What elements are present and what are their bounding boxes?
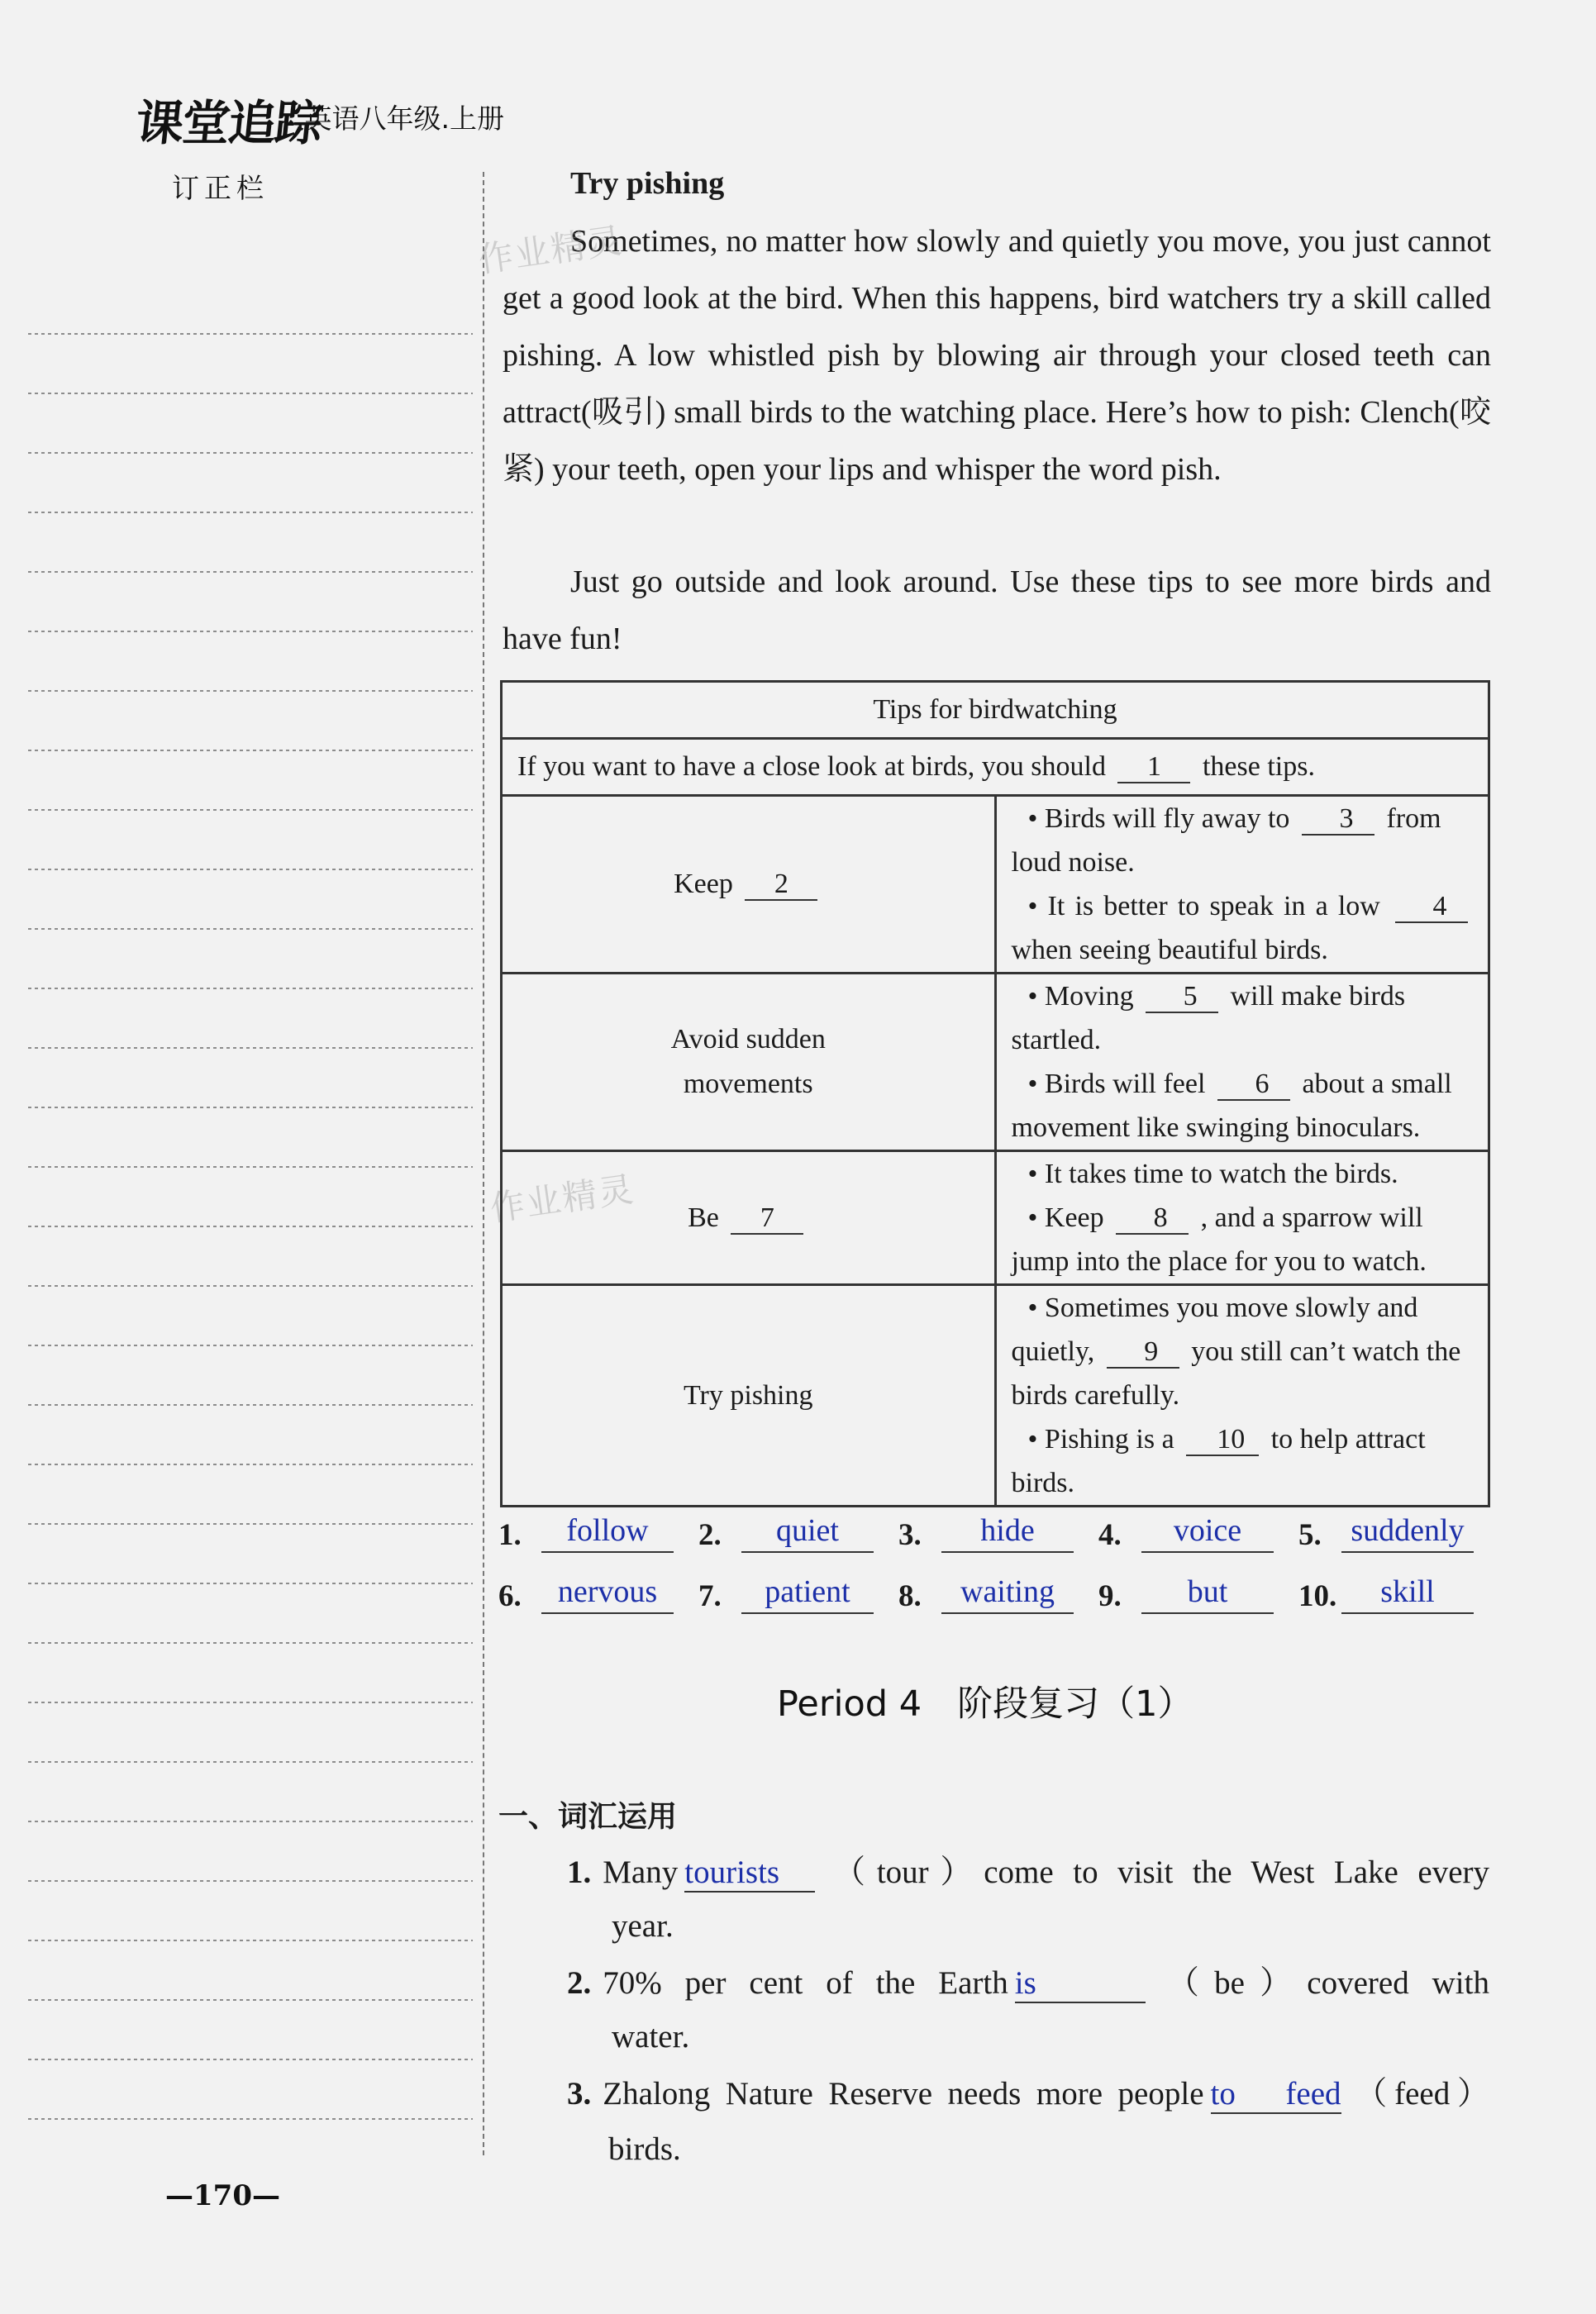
row-content [995,796,1489,974]
blank-2: 2 [745,869,817,901]
question-number: 3. [567,2076,592,2112]
question-text: （be）covered with [1151,1965,1489,2001]
row-label: Try pishing [502,1285,996,1507]
tip-text: • Pishing is a [1027,1424,1174,1455]
answer-word: follow [541,1510,674,1553]
tip-text: • Birds will fly away to [1027,803,1290,834]
label-text: Avoid sudden [670,1024,826,1055]
tip-bullet: • It takes time to watch the birds. [1027,1159,1398,1189]
row-content [995,1285,1489,1507]
answer-item [1098,1558,1298,1614]
answer-item [698,1558,898,1614]
tip-text: • Moving [1027,981,1134,1012]
blank-1: 1 [1117,752,1190,783]
answer-item [698,1497,898,1553]
answer-word: waiting [941,1571,1074,1614]
answer-word: nervous [541,1571,674,1614]
answer-item [898,1497,1098,1553]
tip-text: • Sometimes you move slowly and quietly, [1011,1293,1418,1367]
tip-text: to help attract birds. [1011,1424,1426,1498]
blank-10: 10 [1186,1425,1259,1456]
tip-bullet [1012,1062,1474,1150]
answer-item [498,1497,698,1553]
reading-paragraph-2: Just go outside and look around. Use these tips to see more birds and have fun! [503,564,1491,656]
answer-number: 10. [1298,1579,1337,1613]
answer-word: suddenly [1341,1510,1474,1553]
intro-text: If you want to have a close look at birds, you should [517,750,1106,782]
answer-word: but [1141,1571,1274,1614]
question-text: 70% per cent of the Earth [603,1965,1008,2001]
table-row [502,974,1489,1151]
answer-number: 6. [498,1579,522,1613]
question-3 [567,2066,1489,2122]
tip-text: when seeing beautiful birds. [1011,935,1328,965]
watermark: 作业精灵 [475,219,626,280]
tip-text: you still can’t watch the birds carefully. [1011,1336,1461,1411]
row-label [502,796,996,974]
table-header: Tips for birdwatching [502,682,1489,739]
row-label [502,1151,996,1285]
brand-logo: 课堂追踪 [132,95,325,151]
tip-bullet [1012,974,1474,1062]
question-continuation: birds. [608,2131,681,2167]
question-number: 1. [567,1855,592,1890]
answer-item [898,1558,1098,1614]
tip-text: • It is better to speak in a low [1027,891,1380,921]
question-text: Many [603,1855,679,1890]
table-intro [502,739,1489,796]
answer-word: quiet [741,1510,874,1553]
table-intro-row [502,739,1489,796]
row-content [995,974,1489,1151]
answer-blank: tourists [684,1855,815,1893]
answer-grid [498,1497,1498,1614]
correction-lines [28,275,473,2176]
answer-number: 9. [1098,1579,1122,1613]
answer-word: patient [741,1571,874,1614]
table-row [502,796,1489,974]
answer-blank: to feed [1211,2076,1341,2114]
intro-text: these tips. [1202,750,1315,782]
question-number: 2. [567,1965,592,2001]
table-row [502,1151,1489,1285]
answer-word: voice [1141,1510,1274,1553]
tips-table [500,680,1490,1507]
tip-bullet [1012,797,1474,884]
tip-bullet [1012,1417,1474,1505]
blank-7: 7 [731,1203,803,1235]
answer-number: 2. [698,1518,722,1552]
row-content [995,1151,1489,1285]
tip-text: from loud noise. [1011,803,1441,878]
blank-6: 6 [1217,1069,1290,1101]
answer-number: 1. [498,1518,522,1552]
answer-blank: is [1015,1965,1146,2003]
answer-number: 4. [1098,1518,1122,1552]
label-text: Be [688,1202,719,1233]
answer-item [1298,1497,1498,1553]
column-divider [483,172,484,2155]
period-heading: Period 4 阶段复习（1） [777,1683,1193,1725]
answer-word: skill [1341,1571,1474,1614]
tip-text: , and a sparrow will jump into the place for you to watch. [1011,1202,1427,1277]
tip-text: • Birds will feel [1027,1069,1206,1099]
question-continuation: water. [612,2019,690,2055]
watermark: 作业精灵 [487,1168,637,1229]
page-number: —170— [165,2179,280,2212]
reading-section-title: Try pishing [570,166,725,201]
blank-3: 3 [1302,804,1374,836]
question-1 [567,1845,1489,1901]
label-text: Keep [674,869,733,899]
section-heading: 一、词汇运用 [498,1800,678,1834]
row-label [502,974,996,1151]
blank-4: 4 [1395,892,1468,923]
blank-8: 8 [1116,1203,1189,1235]
tip-bullet [1012,884,1474,972]
reading-paragraph-1: Sometimes, no matter how slowly and quietly you move, you just cannot get a good look at the bird. When this happens, bird watchers try a skill called pishing. A low whistled pish by blowing air through your closed teeth can attract(吸引) small birds to the watching place. Here’s how to pish: Clench(咬紧) your teeth, open your lips and whisper the word pish. [503,224,1491,487]
answer-number: 7. [698,1579,722,1613]
answer-number: 3. [898,1518,922,1552]
question-continuation: year. [612,1908,674,1944]
tip-text: • Keep [1027,1202,1104,1233]
answer-item [498,1558,698,1614]
answer-number: 5. [1298,1518,1322,1552]
question-text: （tour）come to visit the West Lake every [822,1855,1489,1890]
answer-number: 8. [898,1579,922,1613]
tip-bullet [1012,1196,1474,1283]
label-text: movements [683,1069,813,1099]
question-text: Zhalong Nature Reserve needs more people [603,2076,1204,2112]
question-text: （feed） [1347,2076,1489,2112]
book-subtitle: .英语八年级.上册 [296,102,504,135]
answer-word: hide [941,1510,1074,1553]
tip-text: will make birds startled. [1011,981,1406,1055]
tip-text: about a small movement like swinging binoculars. [1011,1069,1452,1143]
blank-5: 5 [1146,982,1218,1013]
table-header-row [502,682,1489,739]
table-row [502,1285,1489,1507]
answer-item [1098,1497,1298,1553]
question-2 [567,1955,1489,2012]
correction-column-label: 订正栏 [172,172,269,204]
blank-9: 9 [1107,1337,1179,1369]
answer-item [1298,1558,1498,1614]
tip-bullet [1012,1286,1474,1417]
